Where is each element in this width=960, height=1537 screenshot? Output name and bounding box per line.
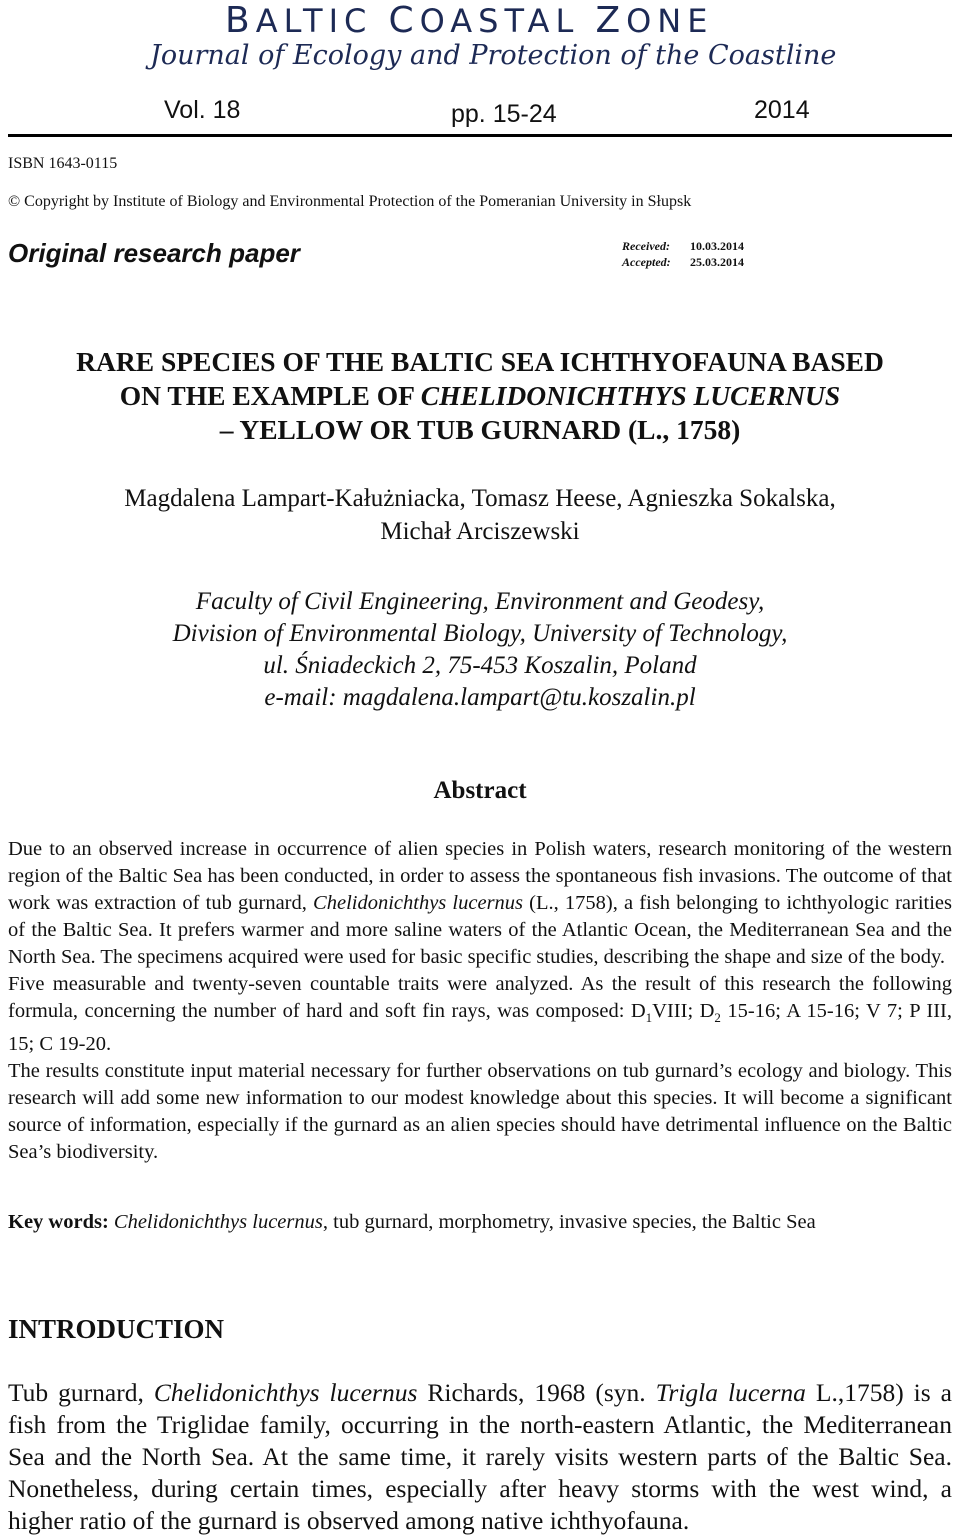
authors: Magdalena Lampart-Kałużniacka, Tomasz Heese, Agnieszka Sokalska, Michał Arciszewski <box>124 485 836 545</box>
copyright: © Copyright by Institute of Biology and Environmental Protection of the Pomeranian University in Słupsk <box>8 193 692 210</box>
paper-title: RARE SPECIES OF THE BALTIC SEA ICHTHYOFAUNA BASED ON THE EXAMPLE OF CHELIDONICHTHYS LUCERNUS – YELLOW OR TUB GURNARD (L., 1758) <box>76 346 884 445</box>
abstract-heading: Abstract <box>433 777 527 804</box>
accepted-label: Accepted: <box>622 255 671 269</box>
abstract-paragraph: Five measurable and twenty-seven countable traits were analyzed. As the result of this research the following formula, concerning the number of hard and soft fin rays, was composed: $D_1VIII$; $D_2$ 15-16; A 15-16; V 7; P III, 15; C 19-20. <box>8 973 952 1056</box>
isbn: ISBN 1643-0115 <box>8 155 118 172</box>
dates <box>622 238 744 270</box>
affiliation: Faculty of Civil Engineering, Environment and Geodesy, Division of Environmental Biology, University of Technology, ul. Śniadeckich 2, 75-453 Koszalin, Poland e-mail: magdalena.lampart@tu.koszalin.pl <box>0 586 960 714</box>
abstract-paragraph: Due to an observed increase in occurrence of alien species in Polish waters, research monitoring of the western region of the Baltic Sea has been conducted, in order to assess the spontaneous fish invasions. The outcome of that work was extraction of tub gurnard, Chelidonichthys lucernus (L., 1758), a fish belonging to ichthyologic rarities of the Baltic Sea. It prefers warmer and more saline waters of the Atlantic Ocean, the Mediterranean Sea and the North Sea. The specimens acquired were used for basic specific studies, describing the shape and size of the body. <box>8 838 952 968</box>
introduction-body: Tub gurnard, Chelidonichthys lucernus Richards, 1968 (syn. Trigla lucerna L.,1758) is a fish from the Triglidae family, occurring in the north-eastern Atlantic, the Mediterranean Sea and the North Sea. At the same time, it rarely visits western parts of the Baltic Sea. Nonetheless, during certain times, especially after heavy storms with the west wind, a higher ratio of the gurnard is observed among native ichthyofauna. <box>8 1378 952 1535</box>
pages: pp. 15-24 <box>451 100 557 128</box>
received-label: Received: <box>622 239 670 253</box>
accepted-date: 25.03.2014 <box>690 255 744 269</box>
paper-type: Original research paper <box>8 238 300 268</box>
journal-title: BALTIC COASTAL ZONE <box>225 0 714 41</box>
introduction-heading: INTRODUCTION <box>8 1314 225 1344</box>
volume: Vol. 18 <box>164 96 241 124</box>
abstract-paragraph: The results constitute input material necessary for further observations on tub gurnard’s ecology and biology. This research will add some new information to our modest knowledge about this species. It will become a significant source of information, especially if the gurnard as an alien species should have detrimental influence on the Baltic Sea’s biodiversity. <box>8 1060 952 1164</box>
journal-subtitle: Journal of Ecology and Protection of the Coastline <box>150 40 837 71</box>
abstract-body <box>8 836 952 1166</box>
header-rule <box>8 134 952 137</box>
year: 2014 <box>754 96 810 124</box>
received-date: 10.03.2014 <box>690 239 744 253</box>
email-link[interactable]: e-mail: magdalena.lampart@tu.koszalin.pl <box>264 684 696 711</box>
keywords: Key words: Chelidonichthys lucernus, tub gurnard, morphometry, invasive species, the Baltic Sea <box>8 1211 816 1233</box>
